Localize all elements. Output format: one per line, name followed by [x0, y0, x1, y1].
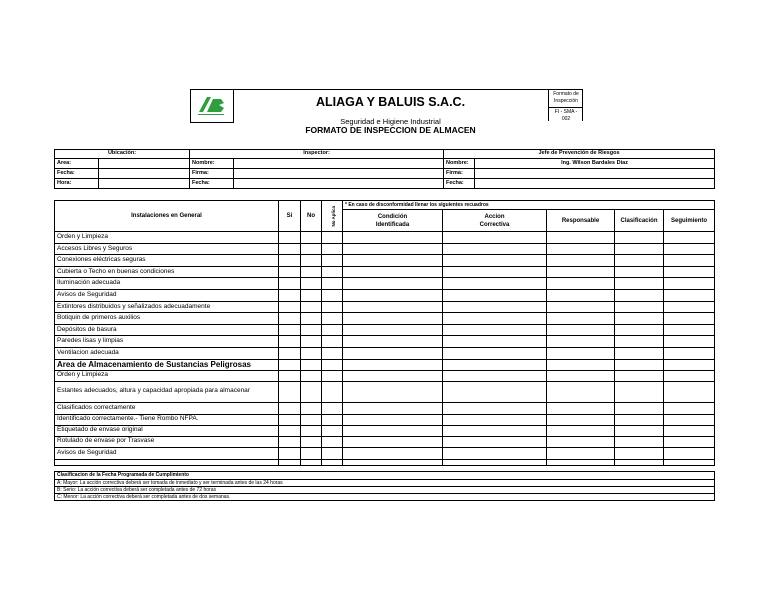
col-no-aplica — [322, 201, 343, 232]
clasificacion-cell[interactable] — [615, 336, 664, 348]
seguimiento-cell[interactable] — [664, 289, 715, 301]
clasificacion-cell[interactable] — [615, 255, 664, 267]
clasificacion-cell[interactable] — [615, 414, 664, 425]
no-cell[interactable] — [301, 414, 322, 425]
clasificacion-cell[interactable] — [615, 436, 664, 447]
accion-cell — [443, 359, 547, 370]
spacer-cell — [343, 459, 443, 465]
no-cell[interactable] — [301, 266, 322, 278]
si-cell[interactable] — [279, 278, 301, 290]
si-cell[interactable] — [279, 243, 301, 255]
responsable-cell[interactable] — [547, 278, 615, 290]
document-title: FORMATO DE INSPECCION DE ALMACEN — [305, 125, 476, 135]
no-cell[interactable] — [301, 313, 322, 325]
condicion-cell[interactable] — [343, 402, 443, 414]
accion-cell[interactable] — [443, 381, 547, 402]
no-cell[interactable] — [301, 324, 322, 336]
no-aplica-cell[interactable] — [322, 402, 343, 414]
accion-cell[interactable] — [443, 425, 547, 436]
spacer-cell — [279, 459, 301, 465]
format-box — [548, 89, 583, 121]
col-accion: Accion Correctiva — [443, 210, 547, 232]
no-cell — [301, 359, 322, 370]
seguimiento-cell[interactable] — [664, 370, 715, 381]
no-aplica-cell — [322, 359, 343, 370]
seguimiento-cell[interactable] — [664, 436, 715, 447]
no-aplica-cell[interactable] — [322, 381, 343, 402]
col-si: Si — [279, 201, 301, 232]
company-name: ALIAGA Y BALUIS S.A.C. — [315, 95, 466, 109]
accion-cell[interactable] — [443, 370, 547, 381]
si-cell[interactable] — [279, 313, 301, 325]
responsable-cell[interactable] — [547, 347, 615, 359]
no-cell[interactable] — [301, 370, 322, 381]
no-aplica-cell[interactable] — [322, 425, 343, 436]
item-label: Accesos Libres y Seguros — [55, 243, 279, 255]
no-aplica-cell[interactable] — [322, 414, 343, 425]
seguimiento-cell[interactable] — [664, 347, 715, 359]
condicion-cell[interactable] — [343, 381, 443, 402]
condicion-cell[interactable] — [343, 313, 443, 325]
responsable-cell — [547, 359, 615, 370]
seguimiento-cell[interactable] — [664, 243, 715, 255]
table-row — [55, 347, 715, 359]
hora-value[interactable] — [99, 179, 190, 189]
inspector-label: Inspector: — [190, 150, 444, 159]
col-condicion: Condición Identificada — [343, 210, 443, 232]
table-row — [55, 336, 715, 348]
title-frame — [190, 89, 583, 121]
accion-cell[interactable] — [443, 266, 547, 278]
no-cell[interactable] — [301, 347, 322, 359]
accion-cell[interactable] — [443, 255, 547, 267]
inspector-fecha-value[interactable] — [234, 179, 444, 189]
condicion-cell[interactable] — [343, 278, 443, 290]
item-label: Botiquin de primeros auxilios — [55, 313, 279, 325]
si-cell[interactable] — [279, 301, 301, 313]
area-value[interactable] — [99, 159, 190, 169]
inspector-nombre-value[interactable] — [234, 159, 444, 169]
no-cell[interactable] — [301, 289, 322, 301]
ubicacion-label: Ubicación: — [55, 150, 190, 159]
si-cell[interactable] — [279, 347, 301, 359]
table-row — [55, 370, 715, 381]
item-label: Orden y Limpieza — [55, 232, 279, 244]
col-responsable: Responsable — [547, 210, 615, 232]
no-cell[interactable] — [301, 402, 322, 414]
no-aplica-cell[interactable] — [322, 232, 343, 244]
clasificacion-cell[interactable] — [615, 402, 664, 414]
responsable-cell[interactable] — [547, 289, 615, 301]
accion-cell[interactable] — [443, 232, 547, 244]
clasificacion-cell[interactable] — [615, 313, 664, 325]
condicion-cell[interactable] — [343, 324, 443, 336]
table-row — [55, 436, 715, 447]
table-row — [55, 243, 715, 255]
item-label: Identificado correctamente.- Tiene Rombo NFPA. — [55, 414, 279, 425]
item-label: Iluminación adecuada — [55, 278, 279, 290]
no-aplica-cell[interactable] — [322, 289, 343, 301]
jefe-firma-value[interactable] — [475, 169, 715, 179]
si-cell[interactable] — [279, 414, 301, 425]
table-row — [55, 255, 715, 267]
seguimiento-cell[interactable] — [664, 278, 715, 290]
table-row — [55, 278, 715, 290]
no-cell[interactable] — [301, 243, 322, 255]
item-label: Conexiones eléctricas seguras — [55, 255, 279, 267]
no-aplica-cell[interactable] — [322, 347, 343, 359]
responsable-cell[interactable] — [547, 232, 615, 244]
clasificacion-cell[interactable] — [615, 266, 664, 278]
condicion-cell[interactable] — [343, 370, 443, 381]
accion-cell[interactable] — [443, 336, 547, 348]
responsable-cell[interactable] — [547, 313, 615, 325]
responsable-cell[interactable] — [547, 447, 615, 459]
si-cell[interactable] — [279, 336, 301, 348]
si-cell — [279, 359, 301, 370]
accion-cell[interactable] — [443, 313, 547, 325]
condicion-cell[interactable] — [343, 414, 443, 425]
seguimiento-cell[interactable] — [664, 336, 715, 348]
clasificacion-cell[interactable] — [615, 289, 664, 301]
condicion-cell[interactable] — [343, 255, 443, 267]
area-label: Area: — [55, 159, 99, 169]
responsable-cell[interactable] — [547, 414, 615, 425]
item-label: Clasificados correctamente — [55, 402, 279, 414]
section-row — [55, 359, 715, 370]
section-title: Area de Almacenamiento de Sustancias Peligrosas — [55, 359, 279, 370]
fecha-value[interactable] — [99, 169, 190, 179]
seguimiento-cell[interactable] — [664, 447, 715, 459]
accion-cell[interactable] — [443, 414, 547, 425]
table-row — [55, 402, 715, 414]
condicion-cell[interactable] — [343, 447, 443, 459]
seguimiento-cell[interactable] — [664, 414, 715, 425]
table-row — [55, 381, 715, 402]
jefe-nombre-value: Ing. Wilson Bardales Diaz — [475, 159, 715, 169]
responsable-cell[interactable] — [547, 425, 615, 436]
no-aplica-cell[interactable] — [322, 301, 343, 313]
spacer-cell — [322, 459, 343, 465]
condicion-cell — [343, 359, 443, 370]
footer-title: Clasificacion de la Fecha Programada de Cumplimiento — [55, 472, 715, 480]
clasificacion-cell[interactable] — [615, 324, 664, 336]
spacer-cell — [443, 459, 547, 465]
table-row — [55, 289, 715, 301]
no-cell[interactable] — [301, 232, 322, 244]
spacer-cell — [547, 459, 615, 465]
condicion-cell[interactable] — [343, 266, 443, 278]
si-cell[interactable] — [279, 381, 301, 402]
seguimiento-cell — [664, 359, 715, 370]
no-cell[interactable] — [301, 301, 322, 313]
si-cell[interactable] — [279, 232, 301, 244]
spacer-cell — [55, 459, 279, 465]
no-aplica-cell[interactable] — [322, 255, 343, 267]
responsable-cell[interactable] — [547, 381, 615, 402]
condicion-cell[interactable] — [343, 232, 443, 244]
responsable-cell[interactable] — [547, 336, 615, 348]
fecha-label: Fecha: — [55, 169, 99, 179]
clasificacion-cell[interactable] — [615, 425, 664, 436]
seguimiento-cell[interactable] — [664, 313, 715, 325]
responsable-cell[interactable] — [547, 370, 615, 381]
no-aplica-cell[interactable] — [322, 436, 343, 447]
si-cell[interactable] — [279, 255, 301, 267]
inspector-firma-label: Firma: — [190, 169, 234, 179]
format-code: FI - SMA - 002 — [554, 109, 578, 122]
table-row — [55, 301, 715, 313]
si-cell[interactable] — [279, 289, 301, 301]
seguimiento-cell[interactable] — [664, 381, 715, 402]
people-table — [54, 149, 715, 189]
no-cell[interactable] — [301, 436, 322, 447]
si-cell[interactable] — [279, 425, 301, 436]
no-aplica-cell[interactable] — [322, 370, 343, 381]
accion-cell[interactable] — [443, 436, 547, 447]
no-aplica-cell[interactable] — [322, 243, 343, 255]
si-cell[interactable] — [279, 370, 301, 381]
jefe-fecha-value[interactable] — [475, 179, 715, 189]
responsable-cell[interactable] — [547, 243, 615, 255]
responsable-cell[interactable] — [547, 402, 615, 414]
footer-c: C: Menor: La acción correctiva deberá ser completada antes de dos semanas. — [55, 494, 715, 501]
si-cell[interactable] — [279, 266, 301, 278]
no-cell[interactable] — [301, 255, 322, 267]
item-label: Extintores distribuidos y señalizados adecuadamente — [55, 301, 279, 313]
seguimiento-cell[interactable] — [664, 425, 715, 436]
item-label: Etiquetado de envase original — [55, 425, 279, 436]
spacer-row — [55, 459, 715, 465]
condicion-cell[interactable] — [343, 347, 443, 359]
no-aplica-cell[interactable] — [322, 447, 343, 459]
table-row — [55, 447, 715, 459]
no-aplica-cell[interactable] — [322, 266, 343, 278]
inspection-table — [54, 200, 715, 466]
item-label: Ventilacion adecuada — [55, 347, 279, 359]
no-cell[interactable] — [301, 381, 322, 402]
no-aplica-cell[interactable] — [322, 336, 343, 348]
footer-b: B: Serio: La acción correctiva deberá ser completada antes de 72 horas — [55, 487, 715, 494]
clasificacion-cell — [615, 359, 664, 370]
item-label: Orden y Limpieza — [55, 370, 279, 381]
inspector-nombre-label: Nombre: — [190, 159, 234, 169]
seguimiento-cell[interactable] — [664, 232, 715, 244]
si-cell[interactable] — [279, 324, 301, 336]
col-instalaciones: Instalaciones en General — [55, 201, 279, 232]
no-aplica-cell[interactable] — [322, 324, 343, 336]
accion-cell[interactable] — [443, 278, 547, 290]
no-cell[interactable] — [301, 278, 322, 290]
hora-label: Hora: — [55, 179, 99, 189]
seguimiento-cell[interactable] — [664, 301, 715, 313]
accion-cell[interactable] — [443, 447, 547, 459]
item-label: Depósitos de basura — [55, 324, 279, 336]
item-label: Avisos de Seguridad — [55, 289, 279, 301]
accion-cell[interactable] — [443, 301, 547, 313]
table-row — [55, 425, 715, 436]
accion-cell[interactable] — [443, 324, 547, 336]
accion-cell[interactable] — [443, 347, 547, 359]
clasificacion-cell[interactable] — [615, 232, 664, 244]
table-row — [55, 266, 715, 278]
col-clasificacion: Clasificación — [615, 210, 664, 232]
seguimiento-cell[interactable] — [664, 255, 715, 267]
responsable-cell[interactable] — [547, 324, 615, 336]
condicion-cell[interactable] — [343, 436, 443, 447]
inspector-firma-value[interactable] — [234, 169, 444, 179]
item-label: Avisos de Seguridad — [55, 447, 279, 459]
seguimiento-cell[interactable] — [664, 266, 715, 278]
table-row — [55, 232, 715, 244]
si-cell[interactable] — [279, 402, 301, 414]
accion-cell[interactable] — [443, 402, 547, 414]
spacer-cell — [664, 459, 715, 465]
condicion-cell[interactable] — [343, 289, 443, 301]
item-label: Paredes lisas y limpias — [55, 336, 279, 348]
item-label: Estantes adecuados, altura y capacidad apropiada para almacenar — [55, 381, 279, 402]
item-label: Cubierta o Techo en buenas condiciones — [55, 266, 279, 278]
jefe-firma-label: Firma: — [444, 169, 475, 179]
seguimiento-cell[interactable] — [664, 324, 715, 336]
no-aplica-cell[interactable] — [322, 278, 343, 290]
jefe-fecha-label: Fecha: — [444, 179, 475, 189]
col-seguimiento: Seguimiento — [664, 210, 715, 232]
clasificacion-cell[interactable] — [615, 243, 664, 255]
disconformity-note: * En caso de disconformidad llenar los siguientes recuadros — [343, 201, 715, 210]
jefe-label: Jefe de Prevención de Riesgos — [444, 150, 715, 159]
spacer-cell — [301, 459, 322, 465]
company-subtitle: Seguridad e Higiene Industrial — [340, 117, 441, 126]
clasificacion-cell[interactable] — [615, 381, 664, 402]
table-row — [55, 414, 715, 425]
si-cell[interactable] — [279, 447, 301, 459]
table-row — [55, 313, 715, 325]
si-cell[interactable] — [279, 436, 301, 447]
no-aplica-cell[interactable] — [322, 313, 343, 325]
accion-cell[interactable] — [443, 243, 547, 255]
condicion-cell[interactable] — [343, 301, 443, 313]
spacer-cell — [615, 459, 664, 465]
condicion-cell[interactable] — [343, 336, 443, 348]
no-cell[interactable] — [301, 336, 322, 348]
format-label: Formato de Inspección — [553, 91, 579, 104]
condicion-cell[interactable] — [343, 425, 443, 436]
footer-a: A: Mayor: La acción correctiva deberá ser tomada de inmediato y ser terminada antes de las 24 horas — [55, 480, 715, 487]
responsable-cell[interactable] — [547, 301, 615, 313]
col-no: No — [301, 201, 322, 232]
responsable-cell[interactable] — [547, 436, 615, 447]
jefe-nombre-label: Nombre: — [444, 159, 475, 169]
clasificacion-cell[interactable] — [615, 301, 664, 313]
condicion-cell[interactable] — [343, 243, 443, 255]
clasificacion-cell[interactable] — [615, 347, 664, 359]
accion-cell[interactable] — [443, 289, 547, 301]
item-label: Rotulado de envase por Trasvase — [55, 436, 279, 447]
responsable-cell[interactable] — [547, 255, 615, 267]
footer-table — [54, 471, 715, 501]
seguimiento-cell[interactable] — [664, 402, 715, 414]
no-cell[interactable] — [301, 425, 322, 436]
inspector-fecha-label: Fecha: — [190, 179, 234, 189]
table-row — [55, 324, 715, 336]
clasificacion-cell[interactable] — [615, 278, 664, 290]
responsable-cell[interactable] — [547, 266, 615, 278]
no-aplica-label: No Aplica — [331, 205, 337, 227]
no-cell[interactable] — [301, 447, 322, 459]
clasificacion-cell[interactable] — [615, 370, 664, 381]
clasificacion-cell[interactable] — [615, 447, 664, 459]
